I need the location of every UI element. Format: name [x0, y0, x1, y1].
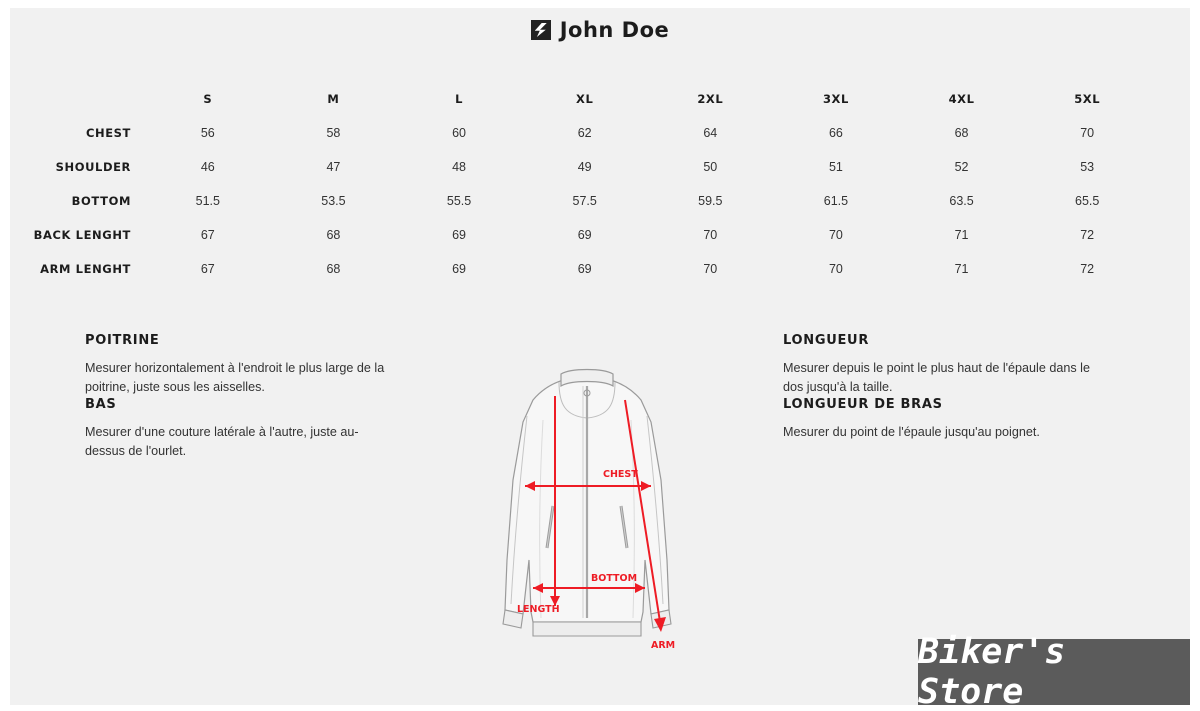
cell-chest-5xl: 70	[1080, 126, 1095, 140]
lightning-bolt-icon	[531, 20, 551, 40]
row-label-back-lenght: BACK LENGHT	[33, 228, 131, 242]
cell-shoulder-m: 47	[326, 160, 341, 174]
cell-back-lenght-xl: 69	[577, 228, 592, 242]
table-row	[15, 218, 1150, 252]
cell-bottom-s: 51.5	[195, 194, 220, 208]
column-header-4xl: 4XL	[948, 92, 975, 106]
table-row	[15, 116, 1150, 150]
instruction-block-poitrine	[85, 333, 385, 397]
cell-bottom-4xl: 63.5	[949, 194, 974, 208]
cell-shoulder-4xl: 52	[954, 160, 969, 174]
cell-chest-l: 60	[452, 126, 467, 140]
cell-arm-lenght-s: 67	[200, 262, 215, 276]
cell-bottom-5xl: 65.5	[1075, 194, 1100, 208]
table-row	[15, 252, 1150, 286]
cell-back-lenght-m: 68	[326, 228, 341, 242]
cell-arm-lenght-3xl: 70	[828, 262, 843, 276]
cell-back-lenght-3xl: 70	[828, 228, 843, 242]
instruction-title-bas: BAS	[85, 397, 117, 412]
table-row	[15, 150, 1150, 184]
jacket-illustration	[503, 370, 671, 637]
instruction-block-bas	[85, 397, 385, 461]
cell-arm-lenght-4xl: 71	[954, 262, 969, 276]
diagram-label-bottom: BOTTOM	[591, 573, 638, 584]
cell-chest-s: 56	[200, 126, 215, 140]
cell-arm-lenght-2xl: 70	[703, 262, 718, 276]
cell-bottom-3xl: 61.5	[823, 194, 849, 208]
store-watermark	[918, 632, 1190, 711]
page-frame-left	[0, 0, 10, 711]
page-frame-top	[0, 0, 1200, 8]
table-corner-cell	[15, 82, 145, 116]
cell-shoulder-3xl: 51	[828, 160, 843, 174]
cell-back-lenght-l: 69	[452, 228, 467, 242]
column-header-2xl: 2XL	[697, 92, 724, 106]
instruction-body-bas: Mesurer d'une couture latérale à l'autre, juste au-dessus de l'ourlet.	[85, 425, 359, 458]
cell-chest-2xl: 64	[703, 126, 718, 140]
jacket-measurement-diagram	[455, 360, 720, 660]
row-label-arm-lenght: ARM LENGHT	[40, 262, 131, 276]
cell-back-lenght-s: 67	[200, 228, 215, 242]
instructions-left-column	[85, 333, 385, 461]
diagram-label-chest: CHEST	[603, 469, 638, 480]
cell-chest-xl: 62	[577, 126, 592, 140]
instruction-body-longueur-de-bras: Mesurer du point de l'épaule jusqu'au poignet.	[783, 425, 1040, 439]
cell-back-lenght-2xl: 70	[703, 228, 718, 242]
row-label-shoulder: SHOULDER	[55, 160, 131, 174]
cell-bottom-l: 55.5	[446, 194, 472, 208]
cell-shoulder-5xl: 53	[1080, 160, 1095, 174]
cell-shoulder-xl: 49	[577, 160, 592, 174]
cell-bottom-2xl: 59.5	[698, 194, 723, 208]
instruction-block-longueur-de-bras	[783, 397, 1093, 442]
brand-header	[0, 18, 1200, 42]
column-header-xl: XL	[575, 92, 594, 106]
instructions-right-column	[783, 333, 1093, 442]
size-table	[15, 82, 1150, 286]
cell-arm-lenght-l: 69	[452, 262, 467, 276]
size-table-wrapper	[10, 82, 1190, 286]
cell-chest-4xl: 68	[954, 126, 969, 140]
column-header-m: M	[327, 92, 340, 106]
cell-arm-lenght-m: 68	[326, 262, 341, 276]
cell-chest-3xl: 66	[828, 126, 843, 140]
page-frame-right	[1190, 0, 1200, 711]
diagram-label-arm: ARM	[651, 640, 676, 651]
instruction-body-longueur: Mesurer depuis le point le plus haut de l'épaule dans le dos jusqu'à la taille.	[783, 361, 1090, 394]
instruction-title-longueur: LONGUEUR	[783, 333, 870, 348]
cell-back-lenght-4xl: 71	[954, 228, 969, 242]
cell-chest-m: 58	[326, 126, 341, 140]
column-header-l: L	[455, 92, 464, 106]
cell-shoulder-2xl: 50	[703, 160, 718, 174]
store-watermark-text: Biker's Store	[918, 632, 1066, 711]
column-header-3xl: 3XL	[822, 92, 849, 106]
column-header-5xl: 5XL	[1074, 92, 1101, 106]
column-header-s: S	[203, 92, 213, 106]
cell-bottom-m: 53.5	[321, 194, 346, 208]
cell-arm-lenght-xl: 69	[577, 262, 592, 276]
instruction-title-longueur-de-bras: LONGUEUR DE BRAS	[783, 397, 943, 412]
diagram-label-length: LENGTH	[517, 604, 560, 615]
cell-arm-lenght-5xl: 72	[1080, 262, 1095, 276]
cell-shoulder-l: 48	[452, 160, 467, 174]
brand-name: John Doe	[559, 18, 670, 42]
cell-shoulder-s: 46	[200, 160, 215, 174]
instruction-block-longueur	[783, 333, 1093, 397]
instruction-title-poitrine: POITRINE	[85, 333, 160, 348]
instruction-body-poitrine: Mesurer horizontalement à l'endroit le plus large de la poitrine, juste sous les aisselles.	[85, 361, 385, 394]
cell-bottom-xl: 57.5	[572, 194, 597, 208]
row-label-chest: CHEST	[85, 126, 131, 140]
cell-back-lenght-5xl: 72	[1080, 228, 1095, 242]
table-header-row	[15, 82, 1150, 116]
table-row	[15, 184, 1150, 218]
row-label-bottom: BOTTOM	[71, 194, 131, 208]
